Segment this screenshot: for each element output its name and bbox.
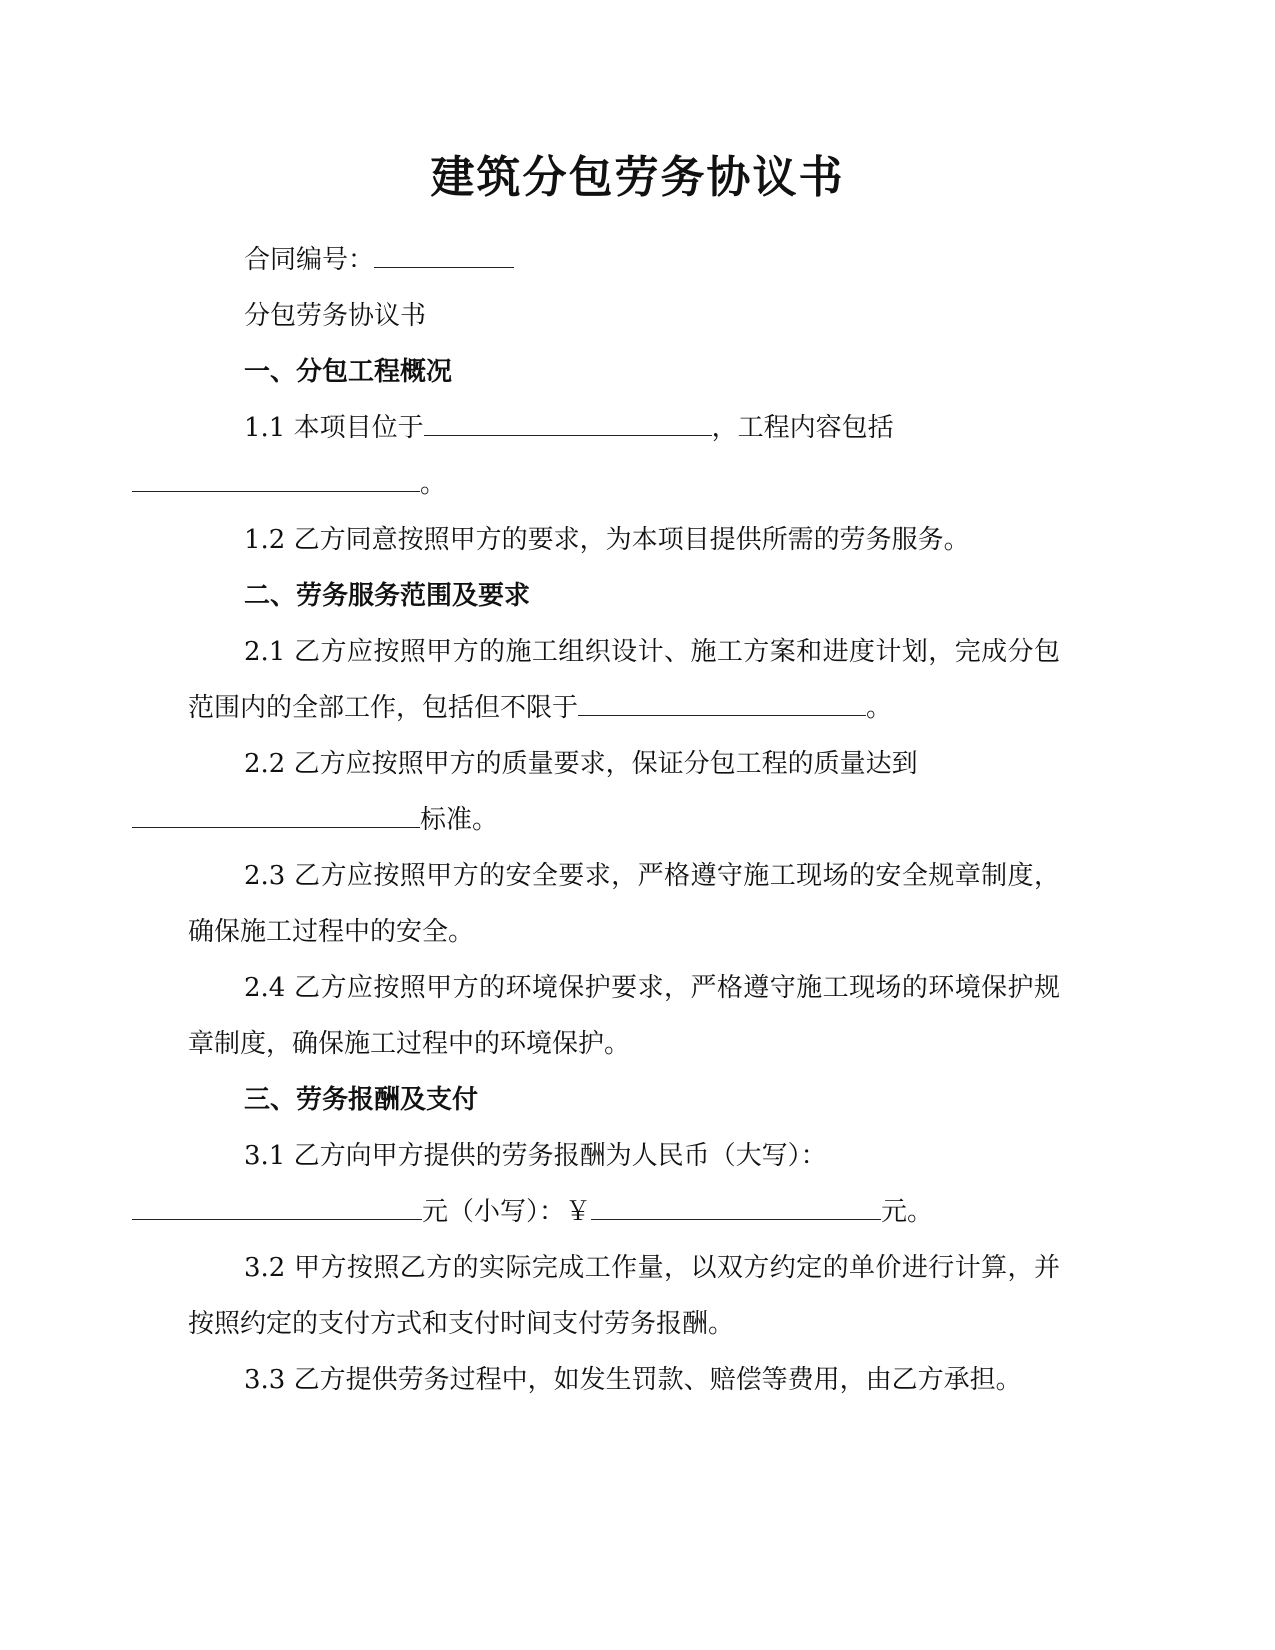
clause-2-1-text-b: 。 (866, 693, 893, 723)
clause-2-1 (188, 624, 1060, 736)
clause-3-3: 3.3 乙方提供劳务过程中，如发生罚款、赔偿等费用，由乙方承担。 (244, 1365, 1022, 1395)
clause-1-1-text-b: ，工程内容包括 (711, 413, 894, 443)
clause-2-3: 2.3 乙方应按照甲方的安全要求，严格遵守施工现场的安全规章制度，确保施工过程中的安全。 (188, 861, 1060, 947)
project-location-blank (424, 411, 712, 436)
clause-1-2: 1.2 乙方同意按照甲方的要求，为本项目提供所需的劳务服务。 (244, 525, 970, 555)
clause-3-1-text-b: 元（小写）：￥ (422, 1197, 592, 1227)
section-3-heading: 三、劳务报酬及支付 (244, 1085, 479, 1115)
clause-3-1-text-c: 元。 (881, 1197, 934, 1227)
amount-lowercase-blank (591, 1195, 881, 1220)
clause-2-1-text-a: 2.1 乙方应按照甲方的施工组织设计、施工方案和进度计划，完成分包范围内的全部工作，包括但不限于 (188, 637, 1060, 723)
document-title: 建筑分包劳务协议书 (430, 152, 845, 203)
contract-number-line (188, 232, 1060, 288)
clause-2-2-text-a: 2.2 乙方应按照甲方的质量要求，保证分包工程的质量达到 (244, 749, 918, 779)
clause-2-2 (188, 736, 1060, 848)
section-1-heading: 一、分包工程概况 (244, 357, 453, 387)
work-scope-blank (578, 691, 866, 716)
amount-uppercase-blank (132, 1195, 422, 1220)
document-body (188, 232, 1060, 1408)
section-2-heading: 二、劳务服务范围及要求 (244, 581, 531, 611)
clause-1-1-text-a: 1.1 本项目位于 (244, 413, 424, 443)
project-content-blank (132, 467, 420, 492)
quality-standard-blank (132, 803, 420, 828)
contract-number-blank (374, 243, 514, 268)
clause-3-1-text-a: 3.1 乙方向甲方提供的劳务报酬为人民币（大写）： (244, 1141, 827, 1171)
clause-2-2-text-b: 标准。 (420, 805, 499, 835)
clause-2-4: 2.4 乙方应按照甲方的环境保护要求，严格遵守施工现场的环境保护规章制度，确保施工过程中的环境保护。 (188, 973, 1060, 1059)
clause-3-2: 3.2 甲方按照乙方的实际完成工作量，以双方约定的单价进行计算，并按照约定的支付方式和支付时间支付劳务报酬。 (188, 1253, 1060, 1339)
clause-3-1 (188, 1128, 1060, 1240)
document-subtitle: 分包劳务协议书 (244, 301, 427, 331)
contract-number-label: 合同编号： (244, 245, 375, 275)
clause-1-1 (188, 400, 1060, 512)
clause-1-1-text-c: 。 (420, 469, 447, 499)
